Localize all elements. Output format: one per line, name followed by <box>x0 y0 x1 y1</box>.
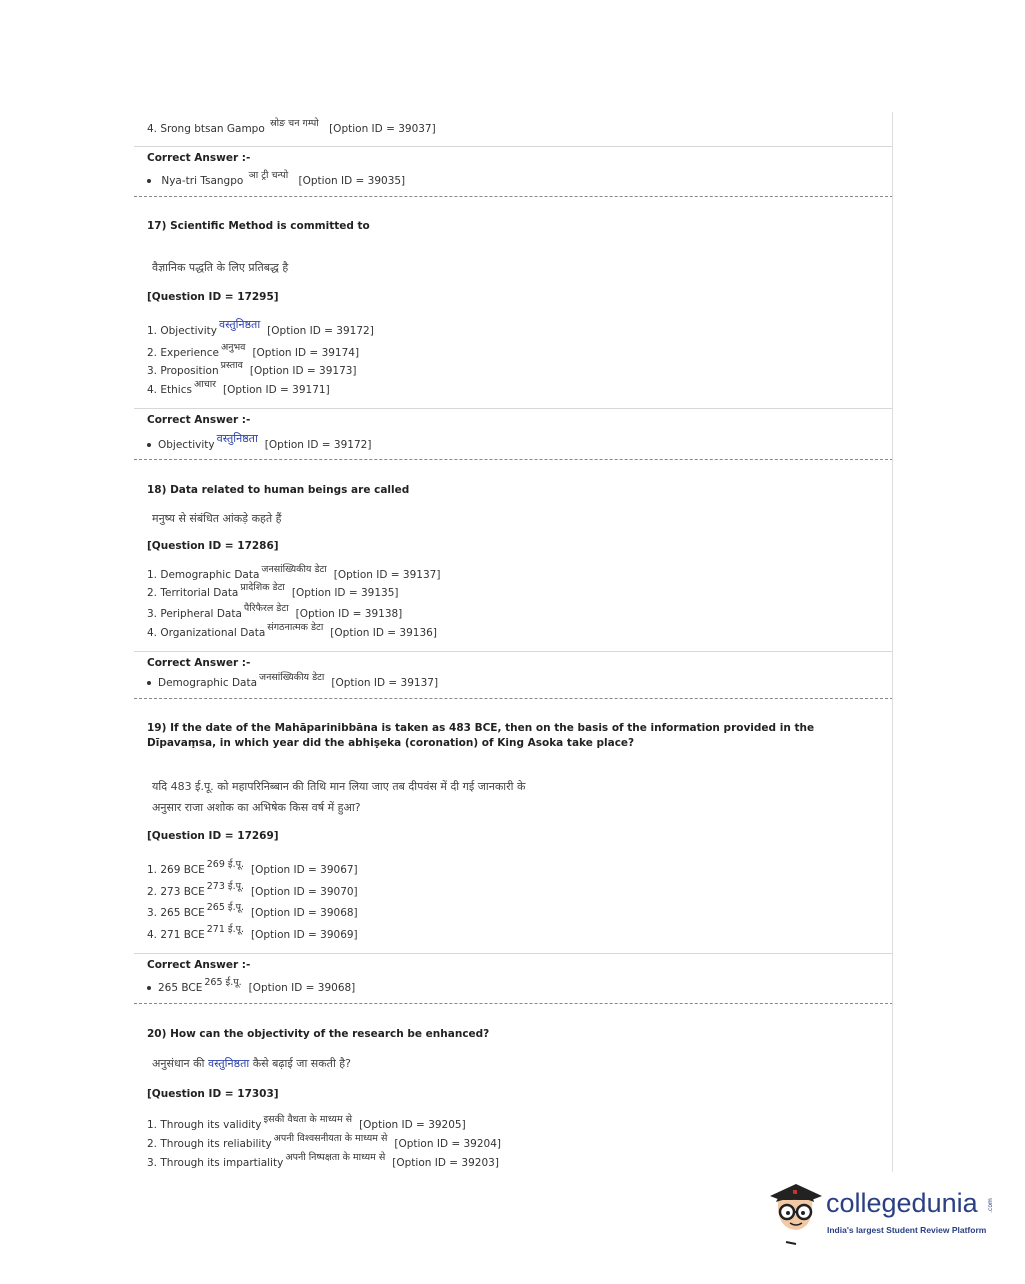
option-hindi: पैरिफैरल डेटा <box>243 603 289 614</box>
option-hindi: 265 ई.पू. <box>206 902 245 913</box>
option-hindi: 265 ई.पू. <box>204 977 242 988</box>
option-hindi: अनुभव <box>220 342 246 353</box>
option-row <box>147 603 403 620</box>
option-id: [Option ID = 39136] <box>330 627 437 639</box>
option-row <box>147 582 399 599</box>
question-hindi: यदि 483 ई.पू. को महापरिनिब्बान की तिथि मान लिया जाए तब दीपवंस में दी गई जानकारी के <box>152 780 526 793</box>
option-text: Through its reliability <box>160 1138 272 1150</box>
option-num: 3. <box>147 907 158 919</box>
divider <box>134 953 893 954</box>
option-text: Objectivity <box>160 325 217 337</box>
option-text: Nya-tri Tsangpo <box>161 175 244 187</box>
question-hindi: अनुसार राजा अशोक का अभिषेक किस वर्ष में हुआ? <box>152 801 361 814</box>
correct-answer-label: Correct Answer :- <box>147 959 251 971</box>
option-hindi: प्रस्ताव <box>220 360 243 371</box>
divider <box>134 408 893 409</box>
option-row <box>147 924 358 941</box>
question-separator <box>134 196 893 197</box>
correct-answer-label: Correct Answer :- <box>147 152 251 164</box>
bullet-icon <box>147 986 151 990</box>
divider <box>134 651 893 652</box>
option-id: [Option ID = 39172] <box>267 325 374 337</box>
option-row <box>147 564 441 581</box>
option-hindi: वस्तुनिष्ठता <box>218 318 261 331</box>
correct-answer-label: Correct Answer :- <box>147 657 251 669</box>
option-id: [Option ID = 39137] <box>331 677 439 689</box>
option-row <box>147 622 437 639</box>
option-hindi-a: अनुसंधान की <box>152 1057 205 1070</box>
option-text: Through its validity <box>160 1119 262 1131</box>
option-id: [Option ID = 39035] <box>298 175 406 187</box>
option-row <box>147 881 358 898</box>
option-text: Demographic Data <box>158 677 258 689</box>
question-id: [Question ID = 17295] <box>147 291 279 303</box>
option-text: 265 BCE <box>160 907 205 919</box>
option-num: 3. <box>147 365 158 377</box>
option-text: Proposition <box>160 365 219 377</box>
question-id: [Question ID = 17286] <box>147 540 279 552</box>
question-hindi <box>152 1053 351 1074</box>
option-text: Ethics <box>160 384 192 396</box>
question-text: 20) How can the objectivity of the research be enhanced? <box>147 1028 490 1040</box>
option-id: [Option ID = 39069] <box>251 929 358 941</box>
option-hindi: आचार <box>193 379 217 390</box>
option-row <box>147 859 358 876</box>
option-hindi: अपनी विश्वसनीयता के माध्यम से <box>273 1133 388 1144</box>
mascot-icon <box>766 1178 824 1248</box>
question-separator <box>134 459 893 460</box>
option-hindi-c: कैसे बढ़ाई जा सकती है? <box>252 1057 351 1070</box>
logo-wordmark: collegedunia <box>826 1188 978 1218</box>
option-text: 269 BCE <box>160 864 205 876</box>
answer-key-page <box>134 112 893 1172</box>
question-text: 18) Data related to human beings are called <box>147 484 410 496</box>
option-row <box>147 379 330 396</box>
option-num: 4. <box>147 627 158 639</box>
option-hindi: संगठनात्मक डेटा <box>267 622 324 633</box>
question-separator <box>134 1003 893 1004</box>
option-num: 1. <box>147 864 158 876</box>
option-text: Experience <box>160 347 219 359</box>
option-hindi: अपनी निष्पक्षता के माध्यम से <box>285 1152 386 1163</box>
question-id: [Question ID = 17269] <box>147 830 279 842</box>
option-text: Srong btsan Gampo <box>160 123 265 135</box>
bullet-icon <box>147 443 151 447</box>
option-row <box>147 902 358 919</box>
question-id: [Question ID = 17303] <box>147 1088 279 1100</box>
option-id: [Option ID = 39135] <box>291 587 399 599</box>
option-id: [Option ID = 39172] <box>264 439 372 451</box>
option-hindi: ञा ट्री चन्पो <box>248 170 289 181</box>
option-hindi: इसकी वैधता के माध्यम से <box>263 1114 353 1125</box>
option-text: Through its impartiality <box>160 1157 284 1169</box>
option-num: 4. <box>147 384 158 396</box>
question-text: 19) If the date of the Mahāparinibbāna is taken as 483 BCE, then on the basis of the information provided in the Dīpavaṃsa, in which year did the abhiṣeka (coronation) of King Asoka take place? <box>147 722 815 749</box>
option-id: [Option ID = 39205] <box>359 1119 466 1131</box>
option-text: Peripheral Data <box>160 608 242 620</box>
option-id: [Option ID = 39203] <box>392 1157 499 1169</box>
option-hindi: जनसांख्यिकीय डेटा <box>261 564 327 575</box>
question-text: 17) Scientific Method is committed to <box>147 220 370 232</box>
option-row <box>147 118 436 135</box>
option-num: 1. <box>147 1119 158 1131</box>
option-id: [Option ID = 39174] <box>252 347 360 359</box>
option-row <box>147 318 374 338</box>
correct-answer <box>147 170 406 187</box>
option-text: 273 BCE <box>160 886 205 898</box>
option-hindi: स्रोङ चन गम्पो <box>270 118 319 129</box>
bullet-icon <box>147 681 151 685</box>
question-hindi: वैज्ञानिक पद्धति के लिए प्रतिबद्ध है <box>152 261 289 274</box>
option-id: [Option ID = 39068] <box>251 907 358 919</box>
correct-answer <box>147 672 439 689</box>
option-text: 271 BCE <box>160 929 205 941</box>
option-hindi: वस्तुनिष्ठता <box>216 432 258 445</box>
correct-answer <box>147 977 356 994</box>
option-number: 4. <box>147 123 158 135</box>
option-id: [Option ID = 39137] <box>333 569 441 581</box>
option-num: 2. <box>147 1138 158 1150</box>
bullet-icon <box>147 179 151 183</box>
option-num: 2. <box>147 587 158 599</box>
option-hindi: 269 ई.पू. <box>206 859 245 870</box>
option-text: Territorial Data <box>160 587 239 599</box>
option-num: 1. <box>147 325 158 337</box>
option-num: 1. <box>147 569 158 581</box>
option-id: [Option ID = 39070] <box>251 886 358 898</box>
option-num: 3. <box>147 1157 158 1169</box>
option-hindi: 271 ई.पू. <box>206 924 245 935</box>
option-num: 3. <box>147 608 158 620</box>
option-row <box>147 342 360 359</box>
question-separator <box>134 698 893 699</box>
option-num: 2. <box>147 347 158 359</box>
option-text: Organizational Data <box>160 627 266 639</box>
option-hindi-b: वस्तुनिष्ठता <box>207 1057 250 1070</box>
option-text: Objectivity <box>158 439 215 451</box>
option-id: [Option ID = 39037] <box>329 123 436 135</box>
option-hindi: 273 ई.पू. <box>206 881 245 892</box>
option-row <box>147 1152 499 1169</box>
option-id: [Option ID = 39067] <box>251 864 358 876</box>
option-id: [Option ID = 39138] <box>295 608 403 620</box>
logo-tagline: India's largest Student Review Platform <box>827 1225 987 1235</box>
option-row <box>147 1133 502 1150</box>
option-hindi: प्रादेशिक डेटा <box>240 582 285 593</box>
option-id: [Option ID = 39204] <box>394 1138 502 1150</box>
option-text: Demographic Data <box>160 569 260 581</box>
option-text: 265 BCE <box>158 982 203 994</box>
divider <box>134 146 893 147</box>
correct-answer-label: Correct Answer :- <box>147 414 251 426</box>
option-id: [Option ID = 39171] <box>223 384 330 396</box>
option-num: 2. <box>147 886 158 898</box>
option-row <box>147 1114 466 1131</box>
question-hindi: मनुष्य से संबंधित आंकड़े कहते हैं <box>152 512 282 525</box>
option-id: [Option ID = 39068] <box>248 982 356 994</box>
logo-suffix: .com <box>986 1198 994 1213</box>
option-num: 4. <box>147 929 158 941</box>
option-id: [Option ID = 39173] <box>249 365 357 377</box>
collegedunia-logo[interactable] <box>766 1178 996 1248</box>
correct-answer <box>147 432 372 452</box>
option-row <box>147 360 357 377</box>
option-hindi: जनसांख्यिकीय डेटा <box>259 672 325 683</box>
